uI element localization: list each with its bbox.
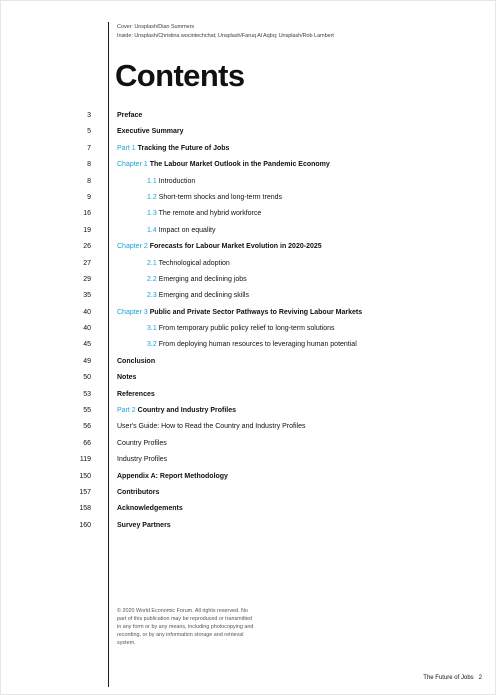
toc-entry[interactable] <box>0 436 496 452</box>
toc-entry[interactable] <box>0 387 496 403</box>
toc-entry-prefix: 1.2 <box>147 193 157 201</box>
toc-entry[interactable] <box>0 403 496 419</box>
toc-entry[interactable] <box>0 174 496 190</box>
toc-entry-title: Notes <box>117 374 137 382</box>
toc-entry[interactable] <box>0 518 496 534</box>
toc-entry-text <box>147 321 335 337</box>
toc-entry[interactable] <box>0 256 496 272</box>
toc-entry-title: Country and Industry Profiles <box>137 407 237 415</box>
toc-entry-title: The remote and hybrid workforce <box>158 210 262 218</box>
toc-page-number: 53 <box>83 390 91 398</box>
toc-page-number: 8 <box>87 177 91 185</box>
table-of-contents <box>0 108 496 534</box>
toc-entry-title: Acknowledgements <box>117 505 183 513</box>
toc-entry-title: Conclusion <box>117 357 156 365</box>
toc-entry-text <box>147 190 282 206</box>
toc-entry-text <box>117 485 159 501</box>
toc-page-number: 55 <box>83 407 91 415</box>
toc-entry-text <box>117 239 322 255</box>
toc-entry[interactable] <box>0 190 496 206</box>
report-name: The Future of Jobs <box>423 675 474 681</box>
toc-entry-text <box>147 337 357 353</box>
toc-entry-title: From temporary public policy relief to long-term solutions <box>158 325 335 333</box>
toc-page-number: 66 <box>83 439 91 447</box>
toc-page-number: 40 <box>83 308 91 316</box>
toc-entry-prefix: 3.2 <box>147 341 157 349</box>
inside-credit: Inside: Unsplash/Christina wocintechchat; Unsplash/Faruq Al Aqbq; Unsplash/Rob Lambert <box>117 32 334 39</box>
toc-page-number: 157 <box>79 488 91 496</box>
toc-entry-title: Short-term shocks and long-term trends <box>158 193 283 201</box>
toc-entry-text <box>147 223 216 239</box>
toc-entry-prefix: 2.2 <box>147 275 157 283</box>
toc-entry-title: The Labour Market Outlook in the Pandemic Economy <box>149 161 330 169</box>
toc-entry-text <box>117 108 142 124</box>
page-footer <box>423 675 482 681</box>
toc-page-number: 50 <box>83 374 91 382</box>
toc-entry-title: Emerging and declining skills <box>158 292 249 300</box>
toc-entry-title: Country Profiles <box>117 439 167 447</box>
toc-entry-title: Contributors <box>117 488 160 496</box>
toc-entry-text <box>117 436 167 452</box>
toc-entry-prefix: 3.1 <box>147 325 157 333</box>
toc-entry[interactable] <box>0 223 496 239</box>
toc-page-number: 49 <box>83 357 91 365</box>
toc-page-number: 119 <box>79 456 91 464</box>
toc-entry-title: Technological adoption <box>158 259 230 267</box>
toc-entry-text <box>117 141 229 157</box>
toc-entry[interactable] <box>0 288 496 304</box>
toc-entry-prefix: Part 2 <box>117 407 136 415</box>
toc-entry[interactable] <box>0 108 496 124</box>
toc-entry[interactable] <box>0 419 496 435</box>
toc-page-number: 45 <box>83 341 91 349</box>
toc-page-number: 5 <box>87 128 91 136</box>
toc-entry-title: Industry Profiles <box>117 456 168 464</box>
toc-entry-text <box>147 256 230 272</box>
cover-credit: Cover: Unsplash/Dian Summers <box>117 24 195 30</box>
toc-entry[interactable] <box>0 141 496 157</box>
toc-page-number: 158 <box>79 505 91 513</box>
toc-entry-text <box>117 305 362 321</box>
toc-entry-text <box>117 518 171 534</box>
toc-entry-title: Tracking the Future of Jobs <box>137 144 230 152</box>
toc-entry-text <box>117 124 184 140</box>
toc-entry[interactable] <box>0 337 496 353</box>
toc-entry-text <box>147 288 249 304</box>
toc-entry-title: Appendix A: Report Methodology <box>117 472 228 480</box>
toc-entry-prefix: Chapter 1 <box>117 161 148 169</box>
toc-page-number: 7 <box>87 144 91 152</box>
toc-page-number: 56 <box>83 423 91 431</box>
toc-entry[interactable] <box>0 370 496 386</box>
toc-entry[interactable] <box>0 206 496 222</box>
toc-entry[interactable] <box>0 124 496 140</box>
toc-entry-prefix: Part 1 <box>117 144 136 152</box>
toc-entry-prefix: 1.3 <box>147 210 157 218</box>
toc-entry-text <box>117 469 228 485</box>
toc-page-number: 26 <box>83 243 91 251</box>
toc-entry-title: Executive Summary <box>117 128 184 136</box>
toc-entry[interactable] <box>0 469 496 485</box>
toc-page-number: 35 <box>83 292 91 300</box>
toc-entry-text <box>117 452 167 468</box>
toc-page-number: 8 <box>87 161 91 169</box>
toc-entry-title: From deploying human resources to leveraging human potential <box>158 341 357 349</box>
image-credits <box>117 23 334 40</box>
toc-page-number: 27 <box>83 259 91 267</box>
toc-entry-prefix: 1.1 <box>147 177 157 185</box>
toc-page-number: 160 <box>79 521 91 529</box>
toc-entry-prefix: Chapter 3 <box>117 308 148 316</box>
toc-entry[interactable] <box>0 239 496 255</box>
toc-entry[interactable] <box>0 452 496 468</box>
toc-entry-text <box>117 157 330 173</box>
toc-page-number: 19 <box>83 226 91 234</box>
toc-entry[interactable] <box>0 321 496 337</box>
toc-page-number: 3 <box>87 112 91 119</box>
toc-entry[interactable] <box>0 501 496 517</box>
toc-entry[interactable] <box>0 354 496 370</box>
toc-entry-text <box>147 174 195 190</box>
toc-entry-text <box>117 370 136 386</box>
toc-entry-text <box>147 206 261 222</box>
toc-entry[interactable] <box>0 485 496 501</box>
toc-entry-prefix: 1.4 <box>147 226 157 234</box>
toc-page-number: 9 <box>87 193 91 201</box>
toc-entry[interactable] <box>0 305 496 321</box>
toc-entry-title: References <box>117 390 155 398</box>
page-number: 2 <box>478 675 482 681</box>
toc-entry-title: Survey Partners <box>117 521 171 529</box>
toc-entry-prefix: 2.1 <box>147 259 157 267</box>
toc-entry-prefix: Chapter 2 <box>117 243 148 251</box>
toc-entry-title: Impact on equality <box>158 226 216 234</box>
toc-entry-prefix: 2.3 <box>147 292 157 300</box>
toc-page-number: 29 <box>83 275 91 283</box>
toc-entry-title: Introduction <box>158 177 196 185</box>
toc-entry-title: Public and Private Sector Pathways to Reviving Labour Markets <box>149 308 363 316</box>
toc-entry[interactable] <box>0 157 496 173</box>
toc-entry-title: Emerging and declining jobs <box>158 275 247 283</box>
toc-entry-title: Preface <box>117 112 143 119</box>
toc-entry-text <box>117 501 183 517</box>
toc-entry-text <box>117 387 155 403</box>
toc-page-number: 150 <box>79 472 91 480</box>
toc-entry[interactable] <box>0 272 496 288</box>
toc-entry-text <box>117 354 155 370</box>
toc-entry-text <box>117 403 236 419</box>
copyright-notice: © 2020 World Economic Forum. All rights reserved. No part of this publication may be reproduced or transmitted in any form or by any means, including photocopying and recording, or by any information storage and retrieval system. <box>117 608 254 647</box>
toc-entry-text <box>117 419 305 435</box>
page-title: Contents <box>115 58 245 93</box>
toc-entry-text <box>147 272 247 288</box>
toc-page-number: 40 <box>83 325 91 333</box>
toc-page-number: 16 <box>83 210 91 218</box>
toc-entry-title: Forecasts for Labour Market Evolution in 2020-2025 <box>149 243 322 251</box>
toc-entry-title: User's Guide: How to Read the Country and Industry Profiles <box>117 423 306 431</box>
